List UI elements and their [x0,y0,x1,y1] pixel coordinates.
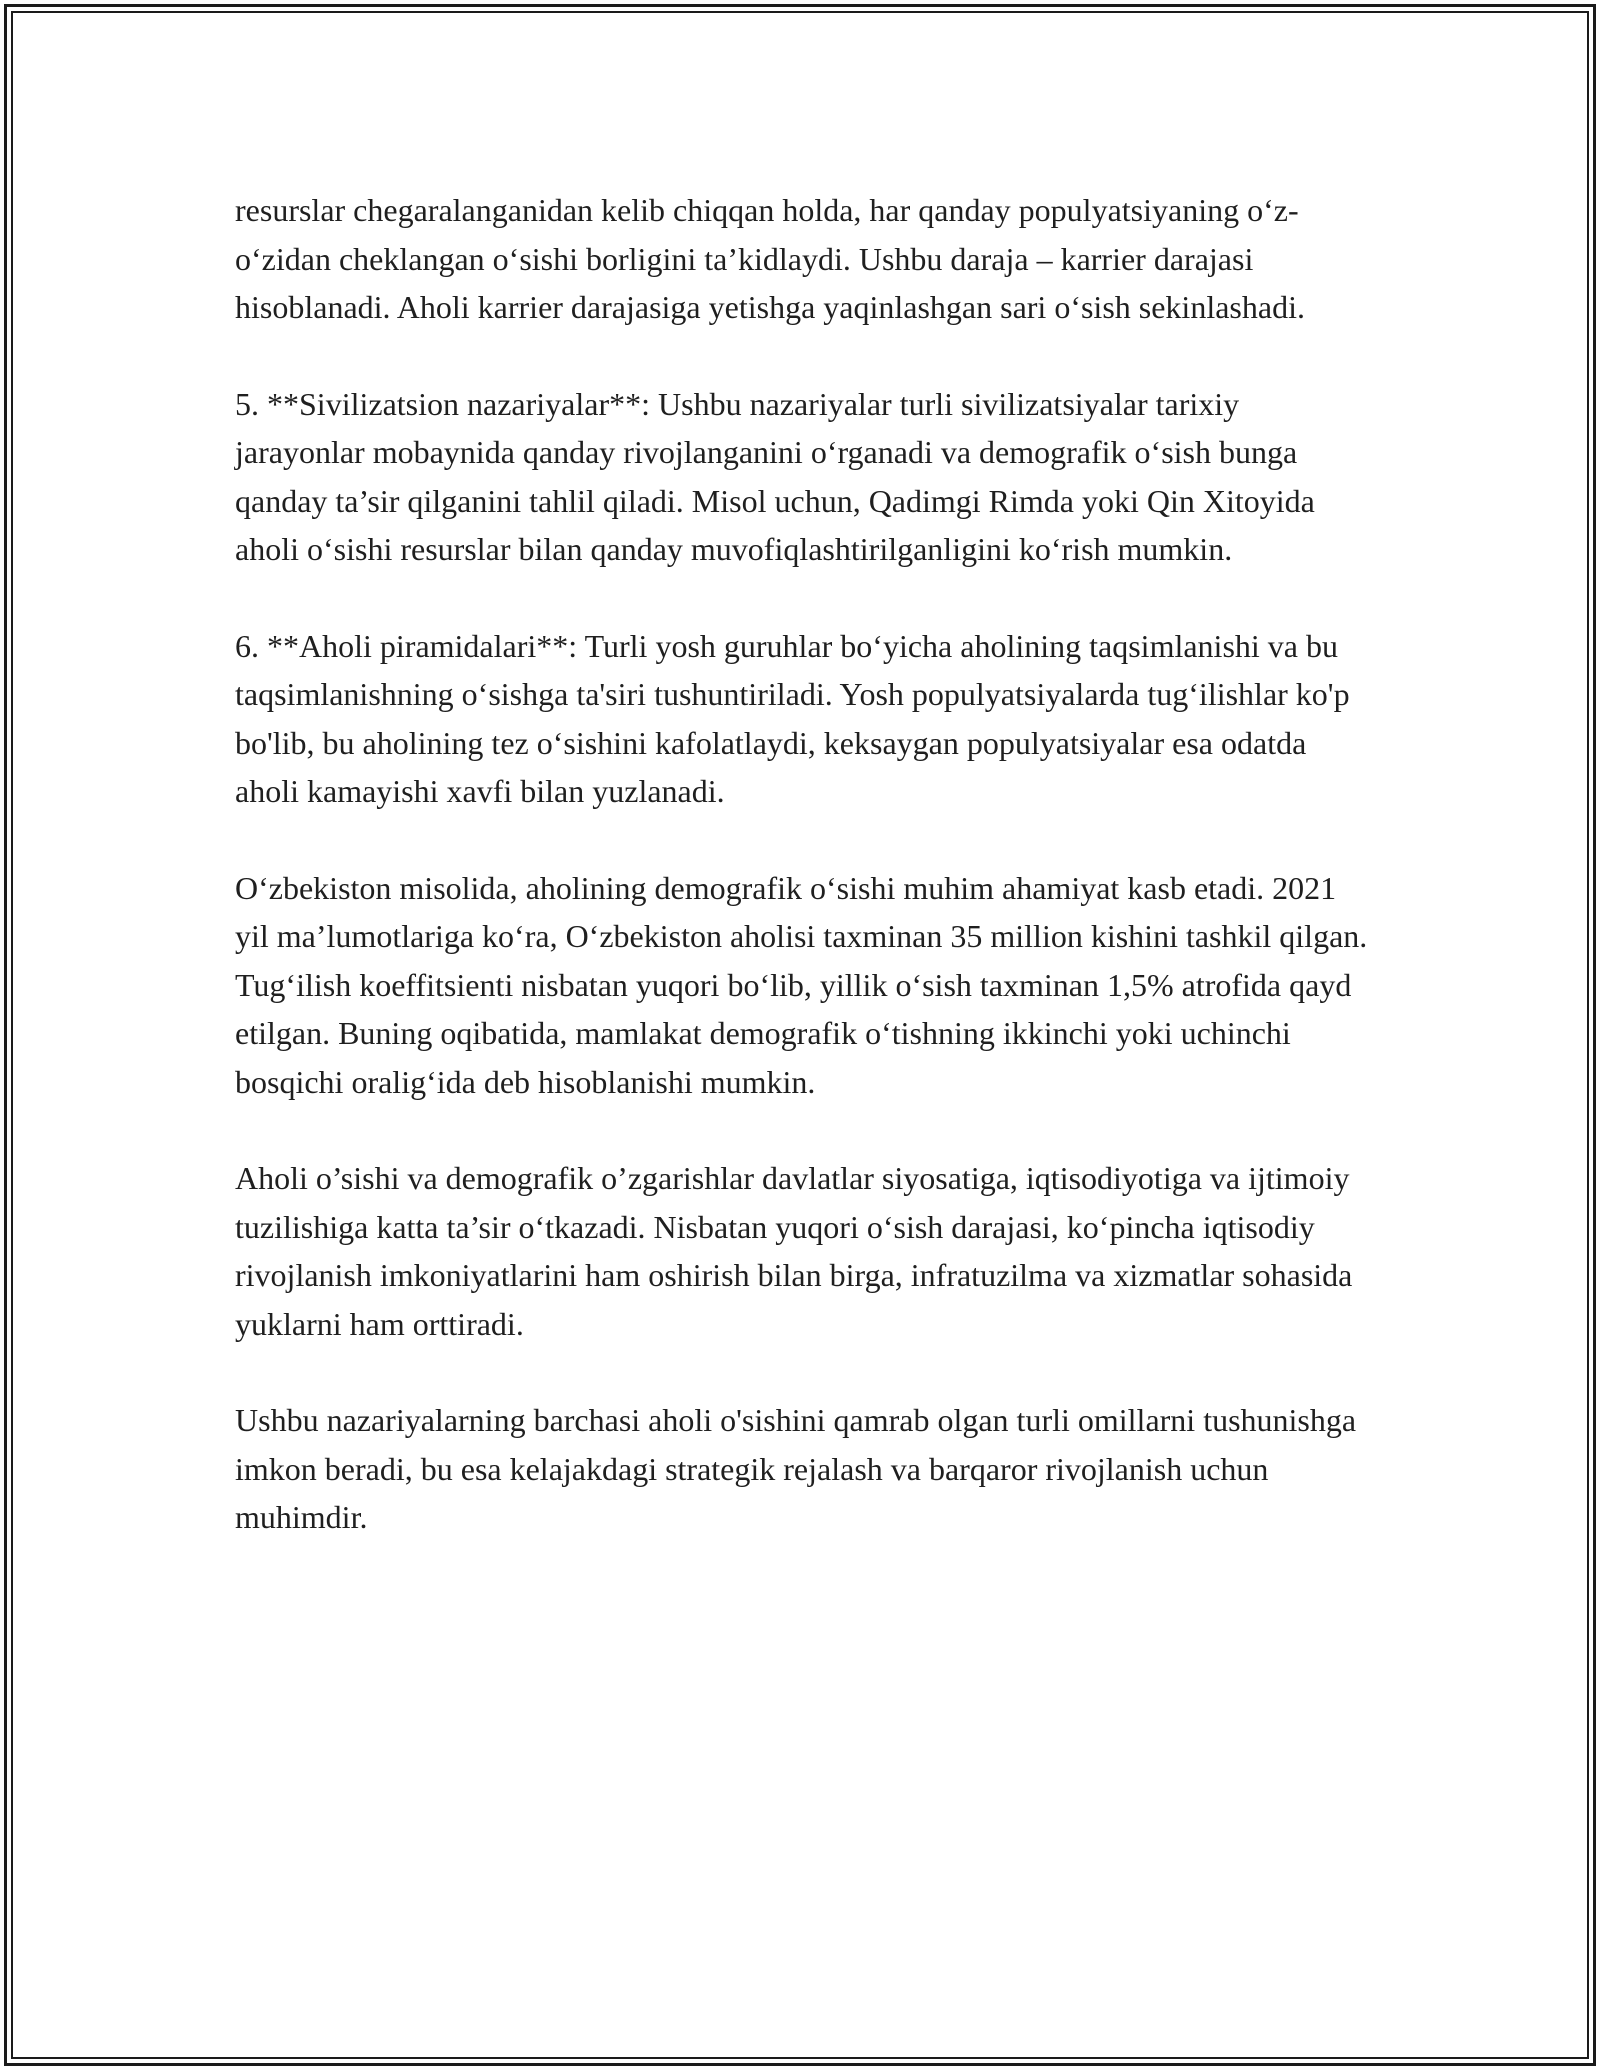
paragraph-carrying-capacity: resurslar chegaralanganidan kelib chiqqan holda, har qanday populyatsiyaning o‘z-o‘zidan cheklangan o‘sishi borligini ta’kidlaydi. Ushbu daraja – karrier darajasi hisoblanadi. Aholi karrier darajasiga yetishga yaqinlashgan sari o‘sish sekinlashadi. [235,192,1305,325]
paragraph-civilizational-theories: 5. **Sivilizatsion nazariyalar**: Ushbu nazariyalar turli sivilizatsiyalar tarixiy jarayonlar mobaynida qanday rivojlanganini o‘rganadi va demografik o‘sish bunga qanday ta’sir qilganini tahlil qiladi. Misol uchun, Qadimgi Rimda yoki Qin Xitoyida aholi o‘sishi resurslar bilan qanday muvofiqlashtirilganligini ko‘rish mumkin. [235,385,1315,567]
paragraph-uzbekistan-example: O‘zbekiston misolida, aholining demografik o‘sishi muhim ahamiyat kasb etadi. 2021 yil ma’lumotlariga ko‘ra, O‘zbekiston aholisi taxminan 35 million kishini tashkil qilgan. Tug‘ilish koeffitsienti nisbatan yuqori bo‘lib, yillik o‘sish taxminan 1,5% atrofida qayd etilgan. Buning oqibatida, mamlakat demografik o‘tishning ikkinchi yoki uchinchi bosqichi oralig‘ida deb hisoblanishi mumkin. [235,869,1368,1100]
paragraph-policy-impact: Aholi o’sishi va demografik o’zgarishlar davlatlar siyosatiga, iqtisodiyotiga va ijtimoiy tuzilishiga katta ta’sir o‘tkazadi. Nisbatan yuqori o‘sish darajasi, ko‘pincha iqtisodiy rivojlanish imkoniyatlarini ham oshirish bilan birga, infratuzilma va xizmatlar sohasida yuklarni ham orttiradi. [235,1160,1353,1342]
paragraph-conclusion: Ushbu nazariyalarning barchasi aholi o'sishini qamrab olgan turli omillarni tushunishga imkon beradi, bu esa kelajakdagi strategik rejalash va barqaror rivojlanish uchun muhimdir. [235,1402,1357,1535]
document-body [235,186,1375,1542]
paragraph-population-pyramids: 6. **Aholi piramidalari**: Turli yosh guruhlar bo‘yicha aholining taqsimlanishi va bu taqsimlanishning o‘sishga ta'siri tushuntiriladi. Yosh populyatsiyalarda tug‘ilishlar ko'p bo'lib, bu aholining tez o‘sishini kafolatlaydi, keksaygan populyatsiyalar esa odatda aholi kamayishi xavfi bilan yuzlanadi. [235,627,1350,809]
